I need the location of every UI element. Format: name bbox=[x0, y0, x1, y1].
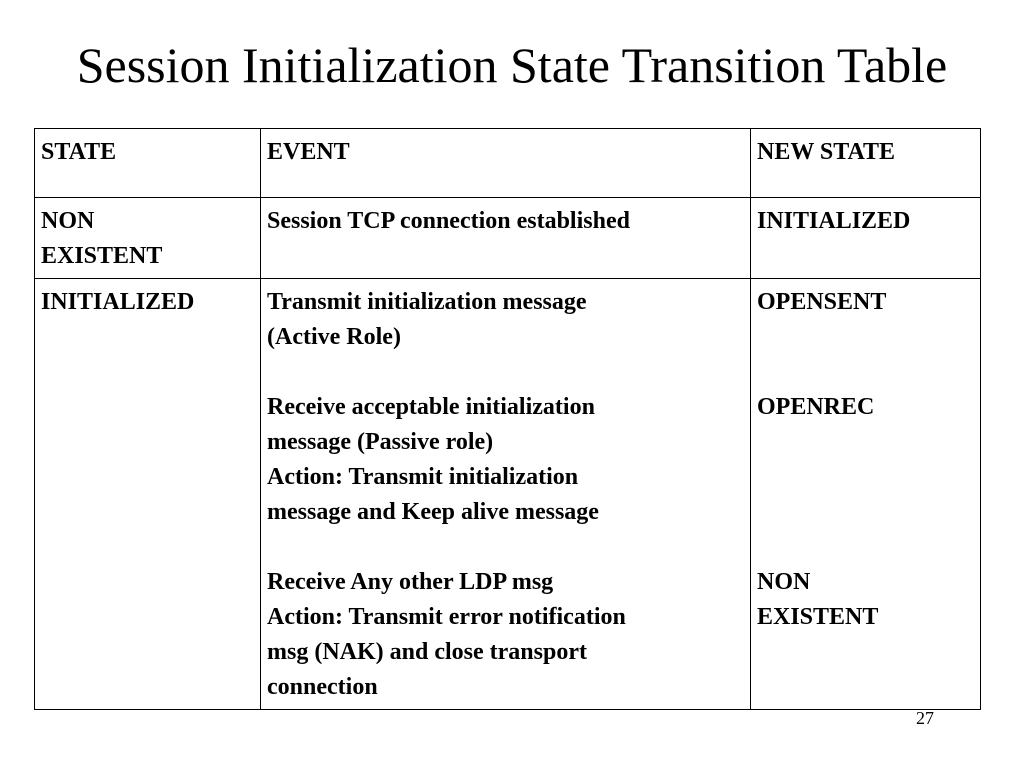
event-text: Receive acceptable initialization bbox=[267, 394, 595, 420]
state-text: NON bbox=[41, 208, 95, 234]
event-text: connection bbox=[267, 674, 378, 700]
table-row bbox=[35, 279, 981, 710]
table-row bbox=[35, 198, 981, 279]
spacer bbox=[757, 495, 974, 530]
event-text: Receive Any other LDP msg bbox=[267, 569, 554, 595]
event-cell bbox=[261, 198, 751, 279]
event-text: Action: Transmit initialization bbox=[267, 464, 579, 490]
new-state-cell bbox=[751, 198, 981, 279]
spacer bbox=[757, 530, 974, 565]
spacer bbox=[757, 320, 974, 355]
event-text: (Active Role) bbox=[267, 324, 401, 350]
state-text: INITIALIZED bbox=[41, 289, 195, 315]
table-header-row bbox=[35, 129, 981, 198]
state-cell bbox=[35, 198, 261, 279]
header-event: EVENT bbox=[261, 129, 751, 198]
new-state-cell bbox=[751, 279, 981, 710]
event-cell bbox=[261, 279, 751, 710]
spacer bbox=[757, 355, 974, 390]
spacer bbox=[267, 355, 744, 390]
event-text: message and Keep alive message bbox=[267, 499, 599, 525]
state-transition-table-container bbox=[34, 128, 980, 700]
event-text: Session TCP connection established bbox=[267, 208, 630, 234]
spacer bbox=[267, 530, 744, 565]
new-state-text: NON bbox=[757, 569, 811, 595]
event-text: Action: Transmit error notification bbox=[267, 604, 626, 630]
new-state-text: OPENREC bbox=[757, 394, 875, 420]
slide-title: Session Initialization State Transition Table bbox=[76, 37, 948, 93]
state-text: EXISTENT bbox=[41, 243, 163, 269]
header-new-state: NEW STATE bbox=[751, 129, 981, 198]
page-number: 27 bbox=[916, 708, 934, 728]
event-text: Transmit initialization message bbox=[267, 289, 587, 315]
spacer bbox=[757, 460, 974, 495]
new-state-text: INITIALIZED bbox=[757, 208, 911, 234]
new-state-text: OPENSENT bbox=[757, 289, 887, 315]
spacer bbox=[757, 425, 974, 460]
header-state: STATE bbox=[35, 129, 261, 198]
event-text: message (Passive role) bbox=[267, 429, 494, 455]
new-state-text: EXISTENT bbox=[757, 604, 879, 630]
state-cell bbox=[35, 279, 261, 710]
event-text: msg (NAK) and close transport bbox=[267, 639, 587, 665]
state-transition-table bbox=[34, 128, 981, 710]
